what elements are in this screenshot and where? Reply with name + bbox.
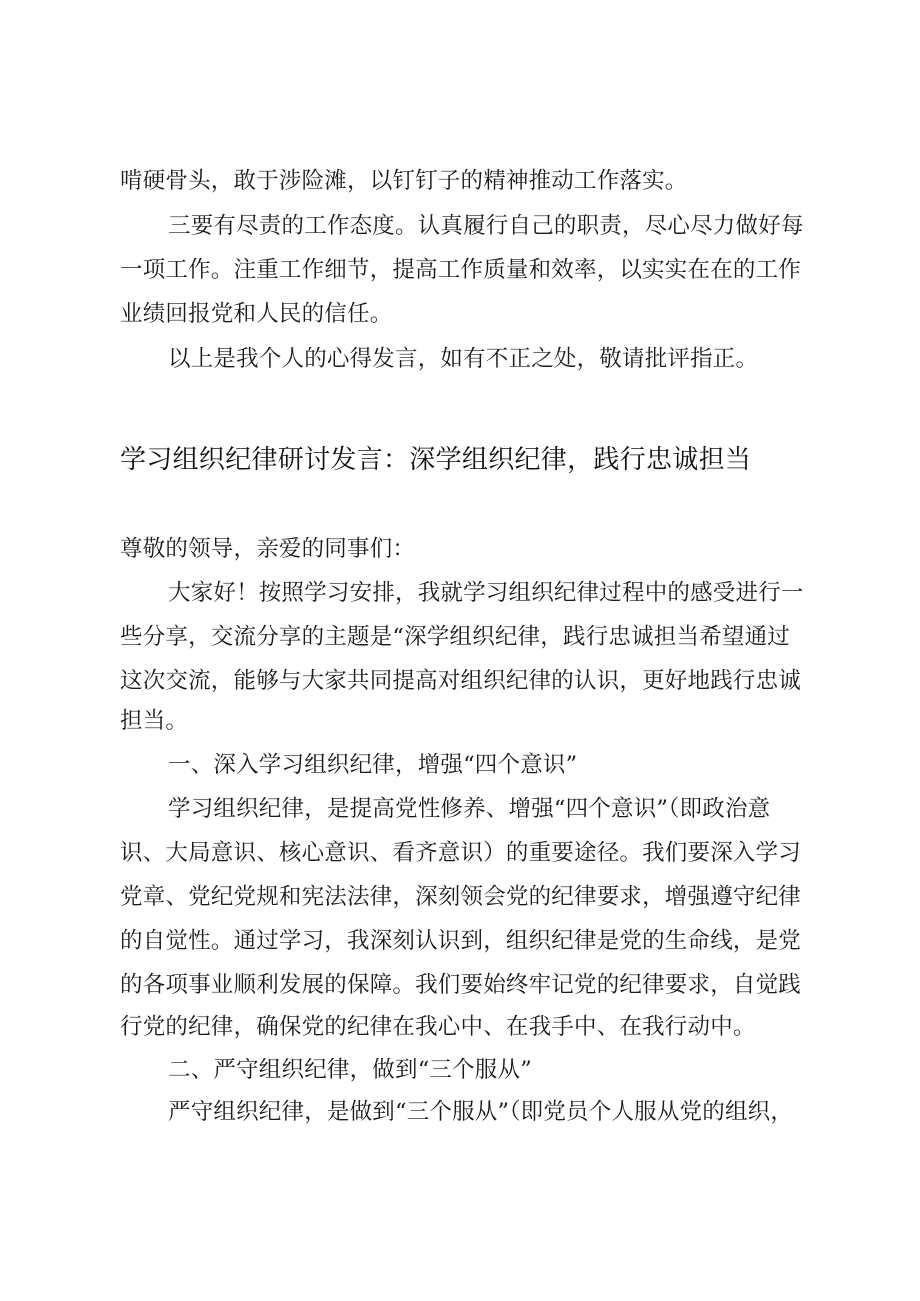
section-heading: 一、深入学习组织纪律，增强“四个意识” [168, 752, 578, 778]
paragraph-line: 啃硬骨头，敢于涉险滩，以钉钉子的精神推动工作落实。 [120, 168, 688, 194]
article-title: 学习组织纪律研讨发言：深学组织纪律，践行忠诚担当 [120, 445, 752, 475]
paragraph-line: 一项工作。注重工作细节，提高工作质量和效率，以实实在在的工作 [120, 257, 802, 283]
paragraph-line: 学习组织纪律，是提高党性修养、增强“四个意识”（即政治意 [168, 796, 771, 822]
paragraph-line: 行党的纪律，确保党的纪律在我心中、在我手中、在我行动中。 [120, 1014, 756, 1040]
paragraph-line: 担当。 [120, 708, 189, 734]
paragraph-line: 些分享，交流分享的主题是“深学组织纪律，践行忠诚担当希望通过 [120, 624, 791, 650]
paragraph-line: 业绩回报党和人民的信任。 [120, 301, 393, 327]
paragraph-line: 三要有尽责的工作态度。认真履行自己的职责，尽心尽力做好每 [168, 213, 804, 239]
paragraph-line: 的自觉性。通过学习，我深刻认识到，组织纪律是党的生命线，是党 [120, 928, 802, 954]
paragraph-line: 党章、党纪党规和宪法法律，深刻领会党的纪律要求，增强遵守纪律 [120, 884, 802, 910]
paragraph-line: 严守组织纪律，是做到“三个服从”（即党员个人服从党的组织， [168, 1099, 794, 1125]
paragraph-line: 的各项事业顺利发展的保障。我们要始终牢记党的纪律要求，自觉践 [120, 972, 802, 998]
paragraph-line: 以上是我个人的心得发言，如有不正之处，敬请批评指正。 [168, 346, 759, 372]
section-heading: 二、严守组织纪律，做到“三个服从” [168, 1057, 532, 1083]
paragraph-line: 识、大局意识、核心意识、看齐意识）的重要途径。我们要深入学习 [120, 840, 802, 866]
paragraph-line: 这次交流，能够与大家共同提高对组织纪律的认识，更好地践行忠诚 [120, 668, 802, 694]
paragraph-line: 大家好！按照学习安排，我就学习组织纪律过程中的感受进行一 [168, 580, 804, 606]
salutation: 尊敬的领导，亲爱的同事们： [120, 536, 416, 562]
